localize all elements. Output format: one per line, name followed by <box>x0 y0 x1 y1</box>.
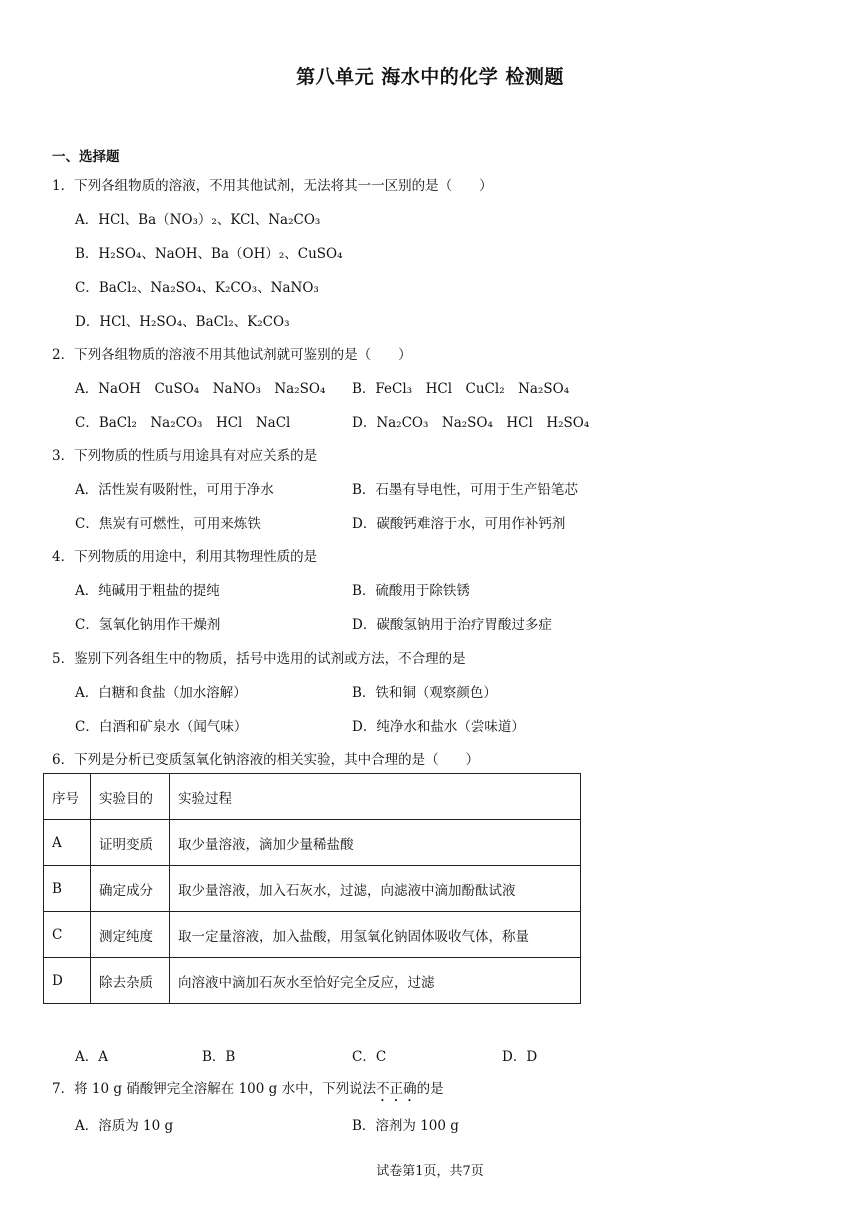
table-cell: D <box>44 958 91 1004</box>
table-row <box>44 866 581 912</box>
table-header-cell: 序号 <box>44 774 91 820</box>
table-cell: C <box>44 912 91 958</box>
question-3-option-b: B．石墨有导电性，可用于生产铅笔芯 <box>352 482 578 498</box>
table-cell: 测定纯度 <box>91 912 170 958</box>
question-3-option-d: D．碳酸钙难溶于水，可用作补钙剂 <box>352 516 566 532</box>
question-6-option-b: B．B <box>202 1049 236 1065</box>
question-4-option-d: D．碳酸氢钠用于治疗胃酸过多症 <box>352 617 552 633</box>
question-5-option-d: D．纯净水和盐水（尝味道） <box>352 719 525 735</box>
question-7-stem-before: 7．将 10 g 硝酸钾完全溶解在 100 g 水中，下列说法 <box>52 1081 377 1097</box>
section-heading: 一、选择题 <box>52 149 120 165</box>
table-header-cell: 实验目的 <box>91 774 170 820</box>
question-7-stem-emphasis: 不正确 <box>376 1081 417 1097</box>
question-6-option-d: D．D <box>502 1049 538 1065</box>
question-4-option-c: C．氢氧化钠用作干燥剂 <box>75 617 221 633</box>
question-7-option-b: B．溶剂为 100 g <box>352 1118 459 1134</box>
question-4-stem: 4．下列物质的用途中，利用其物理性质的是 <box>52 549 318 565</box>
question-6-stem: 6．下列是分析已变质氢氧化钠溶液的相关实验，其中合理的是（ ） <box>52 752 480 768</box>
question-2-option-a: A．NaOH CuSO₄ NaNO₃ Na₂SO₄ <box>75 381 326 397</box>
question-7-option-a: A．溶质为 10 g <box>75 1118 174 1134</box>
question-4-option-a: A．纯碱用于粗盐的提纯 <box>75 583 220 599</box>
question-5-option-c: C．白酒和矿泉水（闻气味） <box>75 719 248 735</box>
table-row <box>44 820 581 866</box>
table-row <box>44 912 581 958</box>
table-cell: B <box>44 866 91 912</box>
table-header-row <box>44 774 581 820</box>
question-7-stem <box>52 1077 444 1105</box>
experiment-table <box>43 773 581 1004</box>
question-5-stem: 5．鉴别下列各组生中的物质，括号中选用的试剂或方法，不合理的是 <box>52 651 466 667</box>
question-7-stem-after: 的是 <box>416 1081 444 1097</box>
question-6-option-c: C．C <box>352 1049 387 1065</box>
table-cell: 取少量溶液，滴加少量稀盐酸 <box>170 820 581 866</box>
question-2-stem: 2．下列各组物质的溶液不用其他试剂就可鉴别的是（ ） <box>52 347 412 363</box>
question-1-stem: 1．下列各组物质的溶液，不用其他试剂，无法将其一一区别的是（ ） <box>52 178 493 194</box>
question-4-option-b: B．硫酸用于除铁锈 <box>352 583 470 599</box>
question-1-option-d: D．HCl、H₂SO₄、BaCl₂、K₂CO₃ <box>75 314 290 330</box>
table-cell: 取少量溶液，加入石灰水，过滤，向滤液中滴加酚酞试液 <box>170 866 581 912</box>
table-cell: 除去杂质 <box>91 958 170 1004</box>
table-cell: 取一定量溶液，加入盐酸，用氢氧化钠固体吸收气体，称量 <box>170 912 581 958</box>
question-6-option-a: A．A <box>75 1049 108 1065</box>
table-cell: 确定成分 <box>91 866 170 912</box>
table-cell: 向溶液中滴加石灰水至恰好完全反应，过滤 <box>170 958 581 1004</box>
question-1-option-c: C．BaCl₂、Na₂SO₄、K₂CO₃、NaNO₃ <box>75 280 319 296</box>
question-2-option-d: D．Na₂CO₃ Na₂SO₄ HCl H₂SO₄ <box>352 415 590 431</box>
question-2-option-c: C．BaCl₂ Na₂CO₃ HCl NaCl <box>75 415 291 431</box>
question-3-option-a: A．活性炭有吸附性，可用于净水 <box>75 482 274 498</box>
question-3-option-c: C．焦炭有可燃性，可用来炼铁 <box>75 516 261 532</box>
question-2-option-b: B．FeCl₃ HCl CuCl₂ Na₂SO₄ <box>352 381 570 397</box>
question-1-option-a: A．HCl、Ba（NO₃）₂、KCl、Na₂CO₃ <box>75 212 321 228</box>
page-footer: 试卷第1页，共7页 <box>376 1164 484 1179</box>
table-cell: 证明变质 <box>91 820 170 866</box>
question-1-option-b: B．H₂SO₄、NaOH、Ba（OH）₂、CuSO₄ <box>75 246 343 262</box>
table-header-cell: 实验过程 <box>170 774 581 820</box>
question-5-option-b: B．铁和铜（观察颜色） <box>352 685 497 701</box>
question-3-stem: 3．下列物质的性质与用途具有对应关系的是 <box>52 448 318 464</box>
page-title: 第八单元 海水中的化学 检测题 <box>296 66 564 88</box>
table-cell: A <box>44 820 91 866</box>
question-5-option-a: A．白糖和食盐（加水溶解） <box>75 685 247 701</box>
table-row <box>44 958 581 1004</box>
